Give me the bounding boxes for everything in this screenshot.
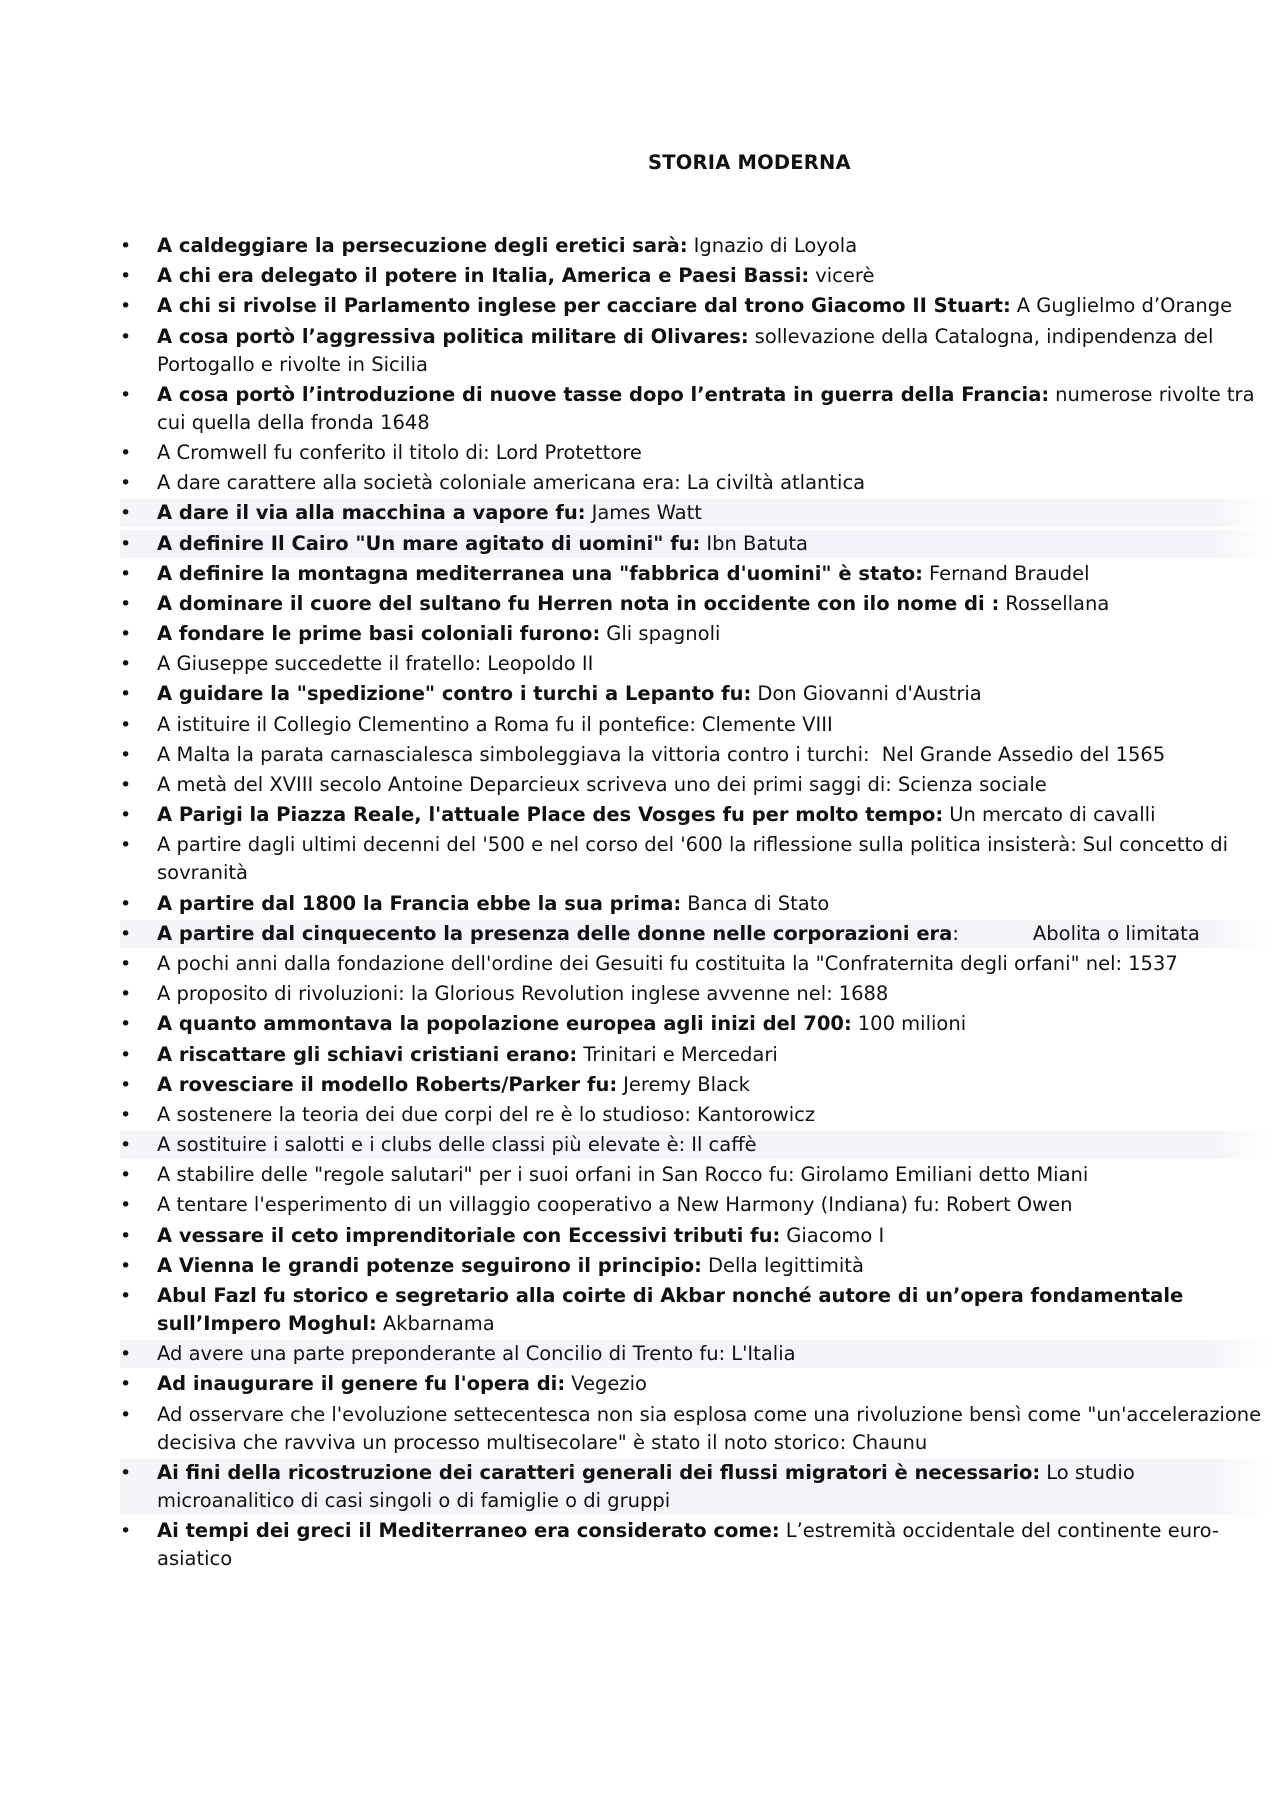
list-item bbox=[120, 439, 1270, 467]
question-text: A definire Il Cairo "Un mare agitato di uomini" fu: bbox=[157, 531, 701, 555]
list-item bbox=[120, 1101, 1270, 1129]
question-text: A cosa portò l’introduzione di nuove tasse dopo l’entrata in guerra della Francia: bbox=[157, 382, 1050, 406]
page-title: STORIA MODERNA bbox=[648, 151, 851, 174]
bullet-icon: • bbox=[120, 983, 132, 1006]
answer-text: Jeremy Black bbox=[623, 1072, 750, 1096]
bullet-icon: • bbox=[120, 383, 132, 406]
bullet-icon: • bbox=[120, 1343, 132, 1366]
answer-text: Gli spagnoli bbox=[606, 622, 721, 646]
question-text: A quanto ammontava la popolazione europea agli inizi del 700: bbox=[157, 1012, 852, 1036]
question-text: A proposito di rivoluzioni: la Glorious Revolution inglese avvenne nel: bbox=[157, 982, 833, 1006]
question-text: A Vienna le grandi potenze seguirono il principio: bbox=[157, 1253, 702, 1277]
answer-text: Vegezio bbox=[571, 1372, 647, 1396]
question-text: A definire la montagna mediterranea una "fabbrica d'uomini" è stato: bbox=[157, 561, 923, 585]
list-item bbox=[120, 262, 1270, 290]
answer-text: A Guglielmo d’Orange bbox=[1016, 294, 1233, 318]
list-item bbox=[120, 469, 1270, 497]
list-item bbox=[120, 1340, 1270, 1368]
answer-text: 1688 bbox=[838, 982, 889, 1006]
question-text: A stabilire delle "regole salutari" per i suoi orfani in San Rocco fu: bbox=[157, 1163, 795, 1187]
list-item bbox=[120, 1459, 1270, 1515]
bullet-icon: • bbox=[120, 441, 132, 464]
question-text: A partire dagli ultimi decenni del '500 e nel corso del '600 la riflessione sulla politica insisterà: bbox=[157, 833, 1077, 857]
question-text: A partire dal cinquecento la presenza delle donne nelle corporazioni era bbox=[157, 921, 953, 945]
answer-text: Robert Owen bbox=[945, 1193, 1073, 1217]
answer-text: Girolamo Emiliani detto Miani bbox=[800, 1163, 1089, 1187]
answer-text: Ibn Batuta bbox=[706, 531, 808, 555]
bullet-icon: • bbox=[120, 1461, 132, 1484]
bullet-icon: • bbox=[120, 653, 132, 676]
question-text: Ad inaugurare il genere fu l'opera di: bbox=[157, 1372, 566, 1396]
list-item bbox=[120, 741, 1270, 769]
answer-text: Il caffè bbox=[691, 1133, 757, 1157]
bullet-icon: • bbox=[120, 1103, 132, 1126]
bullet-icon: • bbox=[120, 502, 132, 525]
list-item bbox=[120, 232, 1270, 260]
list-item bbox=[120, 292, 1270, 320]
question-text: Ad avere una parte preponderante al Concilio di Trento fu: bbox=[157, 1342, 726, 1366]
answer-text: Chaunu bbox=[852, 1430, 928, 1454]
list-item bbox=[120, 1191, 1270, 1219]
question-text: A Parigi la Piazza Reale, l'attuale Place des Vosges fu per molto tempo: bbox=[157, 803, 944, 827]
answer-text: sollevazione della Catalogna, indipendenza del Portogallo e rivolte in Sicilia bbox=[157, 324, 1214, 376]
question-text: A chi si rivolse il Parlamento inglese per cacciare dal trono Giacomo II Stuart: bbox=[157, 294, 1011, 318]
list-item bbox=[120, 1282, 1270, 1338]
list-item bbox=[120, 530, 1270, 558]
bullet-icon: • bbox=[120, 922, 132, 945]
bullet-icon: • bbox=[120, 1013, 132, 1036]
answer-text: vicerè bbox=[815, 264, 875, 288]
bullet-icon: • bbox=[120, 834, 132, 857]
list-item bbox=[120, 1517, 1270, 1573]
bullet-icon: • bbox=[120, 804, 132, 827]
bullet-icon: • bbox=[120, 1134, 132, 1157]
answer-text: Ignazio di Loyola bbox=[693, 234, 858, 257]
bullet-icon: • bbox=[120, 265, 132, 288]
bullet-icon: • bbox=[120, 1285, 132, 1307]
bullet-icon: • bbox=[120, 592, 132, 615]
answer-text: Sul concetto di sovranità bbox=[157, 833, 1229, 885]
answer-text: 100 milioni bbox=[857, 1012, 967, 1036]
answer-text: 1537 bbox=[1128, 951, 1178, 975]
question-text: Ai tempi dei greci il Mediterraneo era considerato come: bbox=[157, 1518, 780, 1542]
answer-text: Leopoldo II bbox=[487, 652, 594, 676]
separator: : bbox=[952, 921, 959, 945]
question-text: A dare carattere alla società coloniale americana era: bbox=[157, 471, 681, 495]
list-item bbox=[120, 323, 1270, 379]
bullet-icon: • bbox=[120, 562, 132, 585]
list-item bbox=[120, 920, 1270, 948]
list-item bbox=[120, 1010, 1270, 1038]
list-item bbox=[120, 890, 1270, 918]
bullet-icon: • bbox=[120, 1194, 132, 1217]
list-item bbox=[120, 650, 1270, 678]
question-text: A dominare il cuore del sultano fu Herren nota in occidente con ilo nome di : bbox=[157, 591, 1000, 615]
question-text: A riscattare gli schiavi cristiani erano: bbox=[157, 1042, 578, 1066]
list-item bbox=[120, 1252, 1270, 1280]
answer-text: Banca di Stato bbox=[687, 891, 830, 915]
bullet-icon: • bbox=[120, 952, 132, 975]
answer-text: Abolita o limitata bbox=[1032, 921, 1200, 945]
list-item bbox=[120, 620, 1270, 648]
question-text: A sostenere la teoria dei due corpi del re è lo studioso: bbox=[157, 1102, 691, 1126]
list-item bbox=[120, 1131, 1270, 1159]
list-item bbox=[120, 771, 1270, 799]
answer-text: Un mercato di cavalli bbox=[949, 803, 1156, 827]
answer-text: Rossellana bbox=[1005, 591, 1110, 615]
answer-text: Nel Grande Assedio del 1565 bbox=[875, 742, 1166, 766]
bullet-icon: • bbox=[120, 683, 132, 706]
bullet-icon: • bbox=[120, 295, 132, 318]
question-text: A rovesciare il modello Roberts/Parker fu: bbox=[157, 1072, 618, 1096]
bullet-icon: • bbox=[120, 325, 132, 348]
bullet-icon: • bbox=[120, 1403, 132, 1426]
question-text: A partire dal 1800 la Francia ebbe la sua prima: bbox=[157, 891, 682, 915]
answer-text: Della legittimità bbox=[707, 1253, 864, 1277]
answer-text: L’estremità occidentale del continente euro-asiatico bbox=[157, 1518, 1219, 1570]
answer-text: numerose rivolte tra cui quella della fronda 1648 bbox=[157, 382, 1255, 434]
question-text: A dare il via alla macchina a vapore fu: bbox=[157, 501, 586, 525]
list-item bbox=[120, 499, 1270, 527]
answer-text: Kantorowicz bbox=[696, 1102, 816, 1126]
bullet-icon: • bbox=[120, 743, 132, 766]
list-item bbox=[120, 711, 1270, 739]
bullet-icon: • bbox=[120, 532, 132, 555]
question-text: A Giuseppe succedette il fratello: bbox=[157, 652, 482, 676]
bullet-icon: • bbox=[120, 1519, 132, 1542]
answer-text: L'Italia bbox=[731, 1342, 796, 1366]
list-item bbox=[120, 381, 1270, 437]
question-text: A vessare il ceto imprenditoriale con Eccessivi tributi fu: bbox=[157, 1223, 781, 1247]
answer-text: Lord Protettore bbox=[495, 440, 642, 464]
answer-text: James Watt bbox=[591, 501, 702, 525]
bullet-icon: • bbox=[120, 713, 132, 736]
question-text: A Malta la parata carnascialesca simboleggiava la vittoria contro i turchi: bbox=[157, 742, 870, 766]
answer-text: La civiltà atlantica bbox=[686, 471, 866, 495]
bullet-icon: • bbox=[120, 1373, 132, 1396]
question-text: A metà del XVIII secolo Antoine Deparcieux scriveva uno dei primi saggi di: bbox=[157, 773, 892, 796]
question-text: Ad osservare che l'evoluzione settecentesca non sia esplosa come una rivoluzione bensì come "un'accelerazione decisiva che ravviva un processo multisecolare" è stato il noto storico: bbox=[157, 1402, 1262, 1454]
list-item bbox=[120, 680, 1270, 708]
bullet-icon: • bbox=[120, 623, 132, 646]
bullet-icon: • bbox=[120, 1164, 132, 1187]
list-item bbox=[120, 1370, 1270, 1398]
bullet-icon: • bbox=[120, 1043, 132, 1066]
question-text: A fondare le prime basi coloniali furono: bbox=[157, 622, 601, 646]
question-text: A chi era delegato il potere in Italia, America e Paesi Bassi: bbox=[157, 264, 810, 288]
list-item bbox=[120, 560, 1270, 588]
list-item bbox=[120, 1041, 1270, 1069]
question-text: Ai fini della ricostruzione dei caratteri generali dei flussi migratori è necessario: bbox=[157, 1460, 1041, 1484]
list-item bbox=[120, 590, 1270, 618]
list-item bbox=[120, 1071, 1270, 1099]
list-item bbox=[120, 1401, 1270, 1457]
list-item bbox=[120, 831, 1270, 887]
bullet-icon: • bbox=[120, 472, 132, 495]
list-item bbox=[120, 980, 1270, 1008]
question-text: A tentare l'esperimento di un villaggio cooperativo a New Harmony (Indiana) fu: bbox=[157, 1193, 940, 1217]
answer-text: Don Giovanni d'Austria bbox=[757, 682, 982, 706]
question-text: Abul Fazl fu storico e segretario alla coirte di Akbar nonché autore di un’opera fondamentale sull’Impero Moghul: bbox=[157, 1284, 1184, 1335]
bullet-icon: • bbox=[120, 235, 132, 257]
list-item bbox=[120, 1161, 1270, 1189]
bullet-icon: • bbox=[120, 774, 132, 796]
answer-text: Clemente VIII bbox=[701, 712, 833, 736]
bullet-icon: • bbox=[120, 1224, 132, 1247]
answer-text: Fernand Braudel bbox=[928, 561, 1090, 585]
question-text: A caldeggiare la persecuzione degli eretici sarà: bbox=[157, 234, 688, 257]
question-text: A cosa portò l’aggressiva politica militare di Olivares: bbox=[157, 324, 749, 348]
list-item bbox=[120, 801, 1270, 829]
question-text: A guidare la "spedizione" contro i turchi a Lepanto fu: bbox=[157, 682, 752, 706]
bullet-icon: • bbox=[120, 1254, 132, 1277]
question-text: A Cromwell fu conferito il titolo di: bbox=[157, 440, 490, 464]
question-answer-list bbox=[120, 232, 1270, 1575]
answer-text: Giacomo I bbox=[786, 1223, 885, 1247]
question-text: A pochi anni dalla fondazione dell'ordine dei Gesuiti fu costituita la "Confraternita degli orfani" nel: bbox=[157, 951, 1123, 975]
bullet-icon: • bbox=[120, 892, 132, 915]
answer-text: Akbarnama bbox=[382, 1312, 495, 1335]
answer-text: Trinitari e Mercedari bbox=[583, 1042, 778, 1066]
list-item bbox=[120, 1222, 1270, 1250]
bullet-icon: • bbox=[120, 1073, 132, 1096]
question-text: A istituire il Collegio Clementino a Roma fu il pontefice: bbox=[157, 712, 696, 736]
answer-text: Scienza sociale bbox=[897, 773, 1047, 796]
answer-text: Lo studio microanalitico di casi singoli o di famiglie o di gruppi bbox=[157, 1460, 1135, 1512]
question-text: A sostituire i salotti e i clubs delle classi più elevate è: bbox=[157, 1133, 686, 1157]
list-item bbox=[120, 950, 1270, 978]
